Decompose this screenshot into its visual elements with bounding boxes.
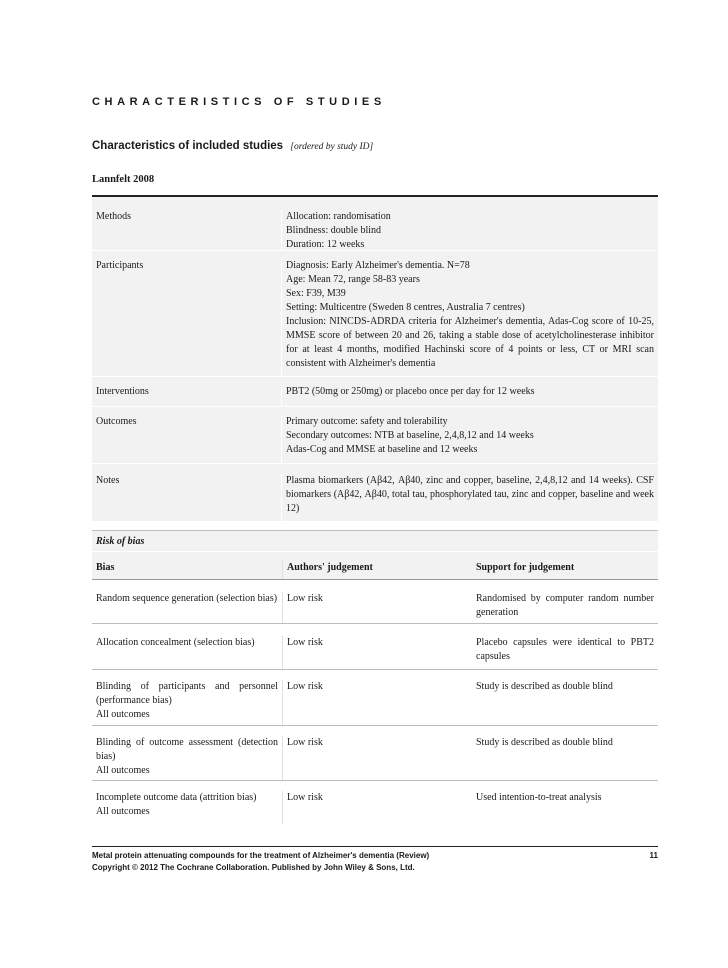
characteristics-table xyxy=(92,195,658,522)
row-value xyxy=(282,259,658,376)
footer-divider xyxy=(92,846,658,847)
section-title: CHARACTERISTICS OF STUDIES xyxy=(92,96,386,108)
header-judgement: Authors' judgement xyxy=(282,561,472,579)
study-id: Lannfelt 2008 xyxy=(92,174,155,185)
table-row xyxy=(92,464,658,522)
bias-cell: Incomplete outcome data (attrition bias) All outcomes xyxy=(96,792,257,817)
row-value xyxy=(282,415,658,463)
table-row xyxy=(92,670,658,726)
support-cell: Placebo capsules were identical to PBT2 capsules xyxy=(476,637,654,662)
row-label: Methods xyxy=(92,210,282,250)
risk-of-bias-header xyxy=(92,530,658,552)
value-line: PBT2 (50mg or 250mg) or placebo once per day for 12 weeks xyxy=(286,386,535,397)
table-row xyxy=(92,580,658,624)
bias-cell: Blinding of outcome assessment (detection bias) All outcomes xyxy=(96,737,278,776)
value-line: Age: Mean 72, range 58-83 years xyxy=(286,274,420,285)
value-line: Sex: F39, M39 xyxy=(286,288,346,299)
table-row xyxy=(92,407,658,464)
row-label: Notes xyxy=(92,474,282,521)
page-footer xyxy=(92,850,658,874)
value-line: Secondary outcomes: NTB at baseline, 2,4,8,12 and 14 weeks xyxy=(286,430,534,441)
value-line: Blindness: double blind xyxy=(286,225,381,236)
row-value xyxy=(282,474,658,521)
footer-title: Metal protein attenuating compounds for the treatment of Alzheimer's dementia (Review) xyxy=(92,851,430,860)
support-cell: Study is described as double blind xyxy=(476,681,613,692)
bias-cell: Blinding of participants and personnel (performance bias) All outcomes xyxy=(96,681,278,720)
subsection-note: [ordered by study ID] xyxy=(290,142,374,152)
value-line: Allocation: randomisation xyxy=(286,211,391,222)
table-row xyxy=(92,377,658,407)
risk-of-bias-table xyxy=(92,552,658,824)
judgement-cell: Low risk xyxy=(282,791,472,824)
risk-of-bias-title: Risk of bias xyxy=(96,536,145,547)
header-bias: Bias xyxy=(96,562,115,573)
bias-cell: Random sequence generation (selection bias) xyxy=(96,593,278,604)
value-line: Adas-Cog and MMSE at baseline and 12 weeks xyxy=(286,444,478,455)
judgement-cell: Low risk xyxy=(282,592,472,623)
page-number: 11 xyxy=(649,851,658,860)
row-label: Interventions xyxy=(92,385,282,406)
judgement-cell: Low risk xyxy=(282,636,472,669)
judgement-cell: Low risk xyxy=(282,680,472,725)
value-line: Primary outcome: safety and tolerability xyxy=(286,416,448,427)
value-line: Plasma biomarkers (Aβ42, Aβ40, zinc and copper, baseline, 2,4,8,12 and 14 weeks). CSF biomarkers (Aβ42, Aβ40, total tau, phosphorylated tau, zinc and copper, baseline and week 12) xyxy=(286,475,654,514)
value-line: Inclusion: NINCDS-ADRDA criteria for Alzheimer's dementia, Adas-Cog score of 10-25, MMSE score of between 20 and 26, taking a stable dose of acetylcholinesterase inhibitor for at least 4 months, modified Hachinski score of 4 points or less, CT or MRI scan consistent with Alzheimer's dementia xyxy=(286,316,654,369)
value-line: Duration: 12 weeks xyxy=(286,239,365,250)
value-line: Setting: Multicentre (Sweden 8 centres, Australia 7 centres) xyxy=(286,302,525,313)
table-row xyxy=(92,726,658,781)
row-value xyxy=(282,385,658,406)
footer-copyright: Copyright © 2012 The Cochrane Collaboration. Published by John Wiley & Sons, Ltd. xyxy=(92,863,415,872)
support-cell: Study is described as double blind xyxy=(476,737,613,748)
judgement-cell: Low risk xyxy=(282,736,472,780)
table-row xyxy=(92,197,658,251)
subsection-title-text: Characteristics of included studies xyxy=(92,140,284,152)
value-line: Diagnosis: Early Alzheimer's dementia. N=78 xyxy=(286,260,470,271)
row-label: Outcomes xyxy=(92,415,282,463)
table-row xyxy=(92,624,658,670)
table-row xyxy=(92,781,658,824)
row-label: Participants xyxy=(92,259,282,376)
table-header-row xyxy=(92,552,658,580)
support-cell: Used intention-to-treat analysis xyxy=(476,792,602,803)
subsection-title xyxy=(92,140,373,152)
bias-cell: Allocation concealment (selection bias) xyxy=(96,637,255,648)
table-row xyxy=(92,251,658,377)
row-value xyxy=(282,210,658,250)
header-support: Support for judgement xyxy=(476,562,575,573)
support-cell: Randomised by computer random number generation xyxy=(476,593,654,618)
